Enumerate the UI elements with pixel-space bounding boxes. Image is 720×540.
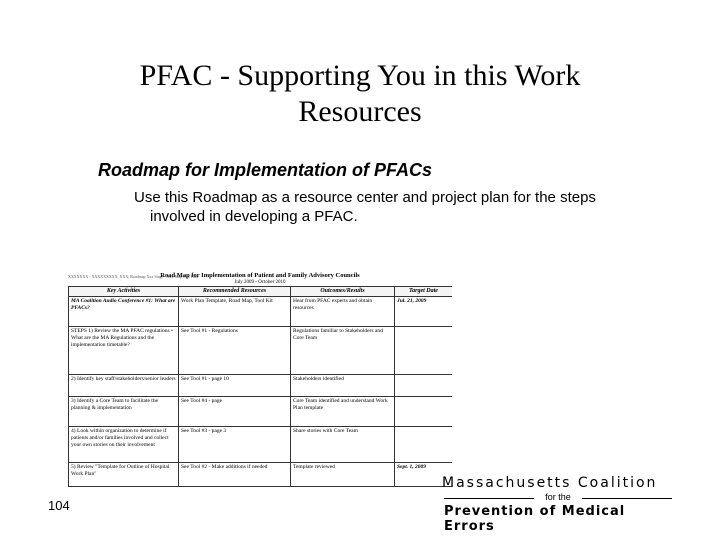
column-header: Outcomes/Results	[291, 287, 395, 297]
column-header: Target Date	[395, 287, 453, 297]
table-row	[69, 327, 453, 375]
table-cell: 5) Review "Template for Outline of Hospital Work Plan"	[69, 463, 179, 487]
table-cell: See Tool #3 - page 3	[179, 427, 291, 463]
table-cell: Jul. 21, 2009	[395, 297, 453, 327]
table-cell: 2) Identify key staff/stakeholders/senior leaders	[69, 375, 179, 397]
slide-title-line2: Resources	[298, 95, 422, 128]
logo-line3: Prevention of Medical Errors	[444, 504, 626, 534]
document-small-header: XXXXXXX - XXXXXXXXX, XXX, Roadmap Xxx Stage - Xxx Map Xxx Plan	[68, 274, 198, 279]
table-cell: Share stories with Core Team	[291, 427, 395, 463]
table-row	[69, 297, 453, 327]
logo-rule-left	[444, 498, 534, 499]
description-line1: Use this Roadmap as a resource center and project plan for the steps	[134, 189, 596, 206]
table-cell: See Tool #2 - Make additions if needed	[179, 463, 291, 487]
logo-line2: for the	[545, 492, 571, 502]
table-header-row	[69, 287, 453, 297]
table-cell: Stakeholders identified	[291, 375, 395, 397]
table-row	[69, 375, 453, 397]
slide-number: 104	[48, 498, 70, 513]
table-cell: See Tool #1 - Regulations	[179, 327, 291, 375]
column-header: Key Activities	[69, 287, 179, 297]
roadmap-table	[68, 286, 452, 487]
table-cell: Sept. 1, 2009	[395, 463, 453, 487]
slide-title	[0, 58, 720, 130]
table-cell	[395, 327, 453, 375]
table-cell: 4) Look within organization to determine if patients and/or families involved and collect your own stories on their involvement	[69, 427, 179, 463]
slide-description	[134, 188, 674, 226]
table-cell: See Tool #1 - page 10	[179, 375, 291, 397]
logo-rule-right	[582, 498, 672, 499]
document-header: Road Map for Implementation of Patient and Family Advisory Councils	[160, 272, 360, 279]
table-row	[69, 397, 453, 427]
table-cell: Work Plan Template, Road Map, Tool Kit	[179, 297, 291, 327]
description-line2: involved in developing a PFAC.	[150, 208, 358, 225]
table-cell: 3) Identify a Core Team to facilitate the planning & implementation	[69, 397, 179, 427]
logo-line1: Massachusetts Coalition	[442, 475, 658, 491]
coalition-logo	[440, 475, 676, 534]
table-cell: Hear from PFAC experts and obtain resources	[291, 297, 395, 327]
slide-subtitle: Roadmap for Implementation of PFACs	[98, 160, 433, 180]
table-cell: MA Coalition Audio Conference #1: What are PFACs?	[69, 297, 179, 327]
document-subheader: July 2009 - October 2010	[234, 280, 286, 285]
table-cell	[395, 427, 453, 463]
table-cell: Regulations familiar to Stakeholders and Core Team	[291, 327, 395, 375]
table-cell: Template reviewed	[291, 463, 395, 487]
table-cell	[395, 375, 453, 397]
logo-divider	[440, 492, 676, 502]
slide-title-line1: PFAC - Supporting You in this Work	[139, 59, 581, 92]
column-header: Recommended Resources	[179, 287, 291, 297]
roadmap-document-image	[68, 262, 452, 487]
table-cell	[395, 397, 453, 427]
table-row	[69, 463, 453, 487]
table-cell: STEPS 1) Review the MA PFAC regulations • What are the MA Regulations and the implementation timetable?	[69, 327, 179, 375]
table-row	[69, 427, 453, 463]
table-cell: See Tool #4 - page	[179, 397, 291, 427]
table-cell: Core Team identified and understand Work Plan template	[291, 397, 395, 427]
